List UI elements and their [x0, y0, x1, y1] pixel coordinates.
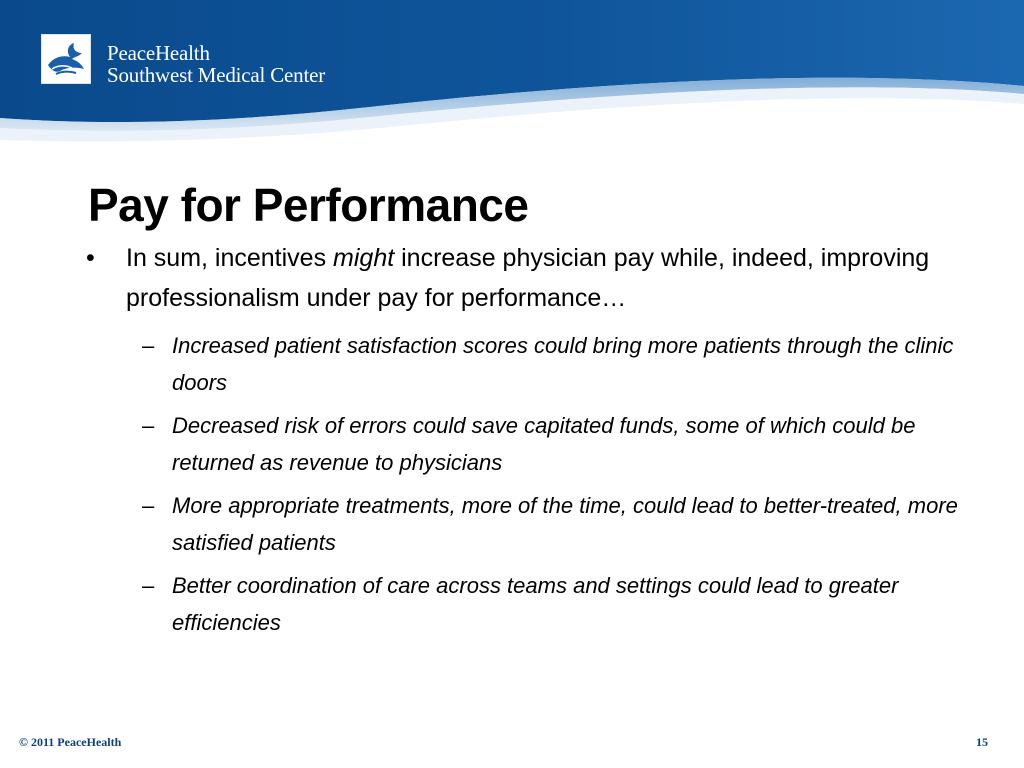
- bullet-marker: •: [86, 244, 95, 272]
- sub-bullet-list: [86, 327, 986, 641]
- main-bullet: [86, 238, 986, 318]
- slide-title: Pay for Performance: [88, 179, 529, 231]
- dash-marker: –: [142, 333, 155, 358]
- bullet-text-end: increase physician pay while, indeed, improving professionalism under pay for performance…: [126, 244, 930, 312]
- sub-bullet-text: Decreased risk of errors could save capitated funds, some of which could be returned as revenue to physicians: [172, 413, 916, 475]
- sub-bullet-text: More appropriate treatments, more of the time, could lead to better-treated, more satisfied patients: [172, 493, 958, 555]
- page-number: 15: [976, 735, 988, 749]
- sub-bullet-item: [86, 407, 986, 481]
- dash-marker: –: [142, 413, 155, 438]
- logo-line-organization: PeaceHealth: [107, 41, 210, 65]
- sub-bullet-item: [86, 567, 986, 641]
- logo-badge: [41, 34, 91, 84]
- slide-body: [86, 238, 986, 647]
- sub-bullet-text: Increased patient satisfaction scores could bring more patients through the clinic doors: [172, 333, 954, 395]
- sub-bullet-item: [86, 327, 986, 401]
- dash-marker: –: [142, 493, 155, 518]
- bullet-text-start: In sum, incentives: [126, 244, 334, 272]
- dash-marker: –: [142, 573, 155, 598]
- footer-copyright: © 2011 PeaceHealth: [19, 735, 122, 749]
- logo-wordmark: [107, 42, 325, 86]
- sub-bullet-item: [86, 487, 986, 561]
- dove-icon: [42, 35, 90, 83]
- sub-bullet-text: Better coordination of care across teams and settings could lead to greater efficiencies: [172, 573, 899, 635]
- bullet-emphasis: might: [333, 244, 395, 272]
- logo-line-facility: Southwest Medical Center: [107, 63, 325, 87]
